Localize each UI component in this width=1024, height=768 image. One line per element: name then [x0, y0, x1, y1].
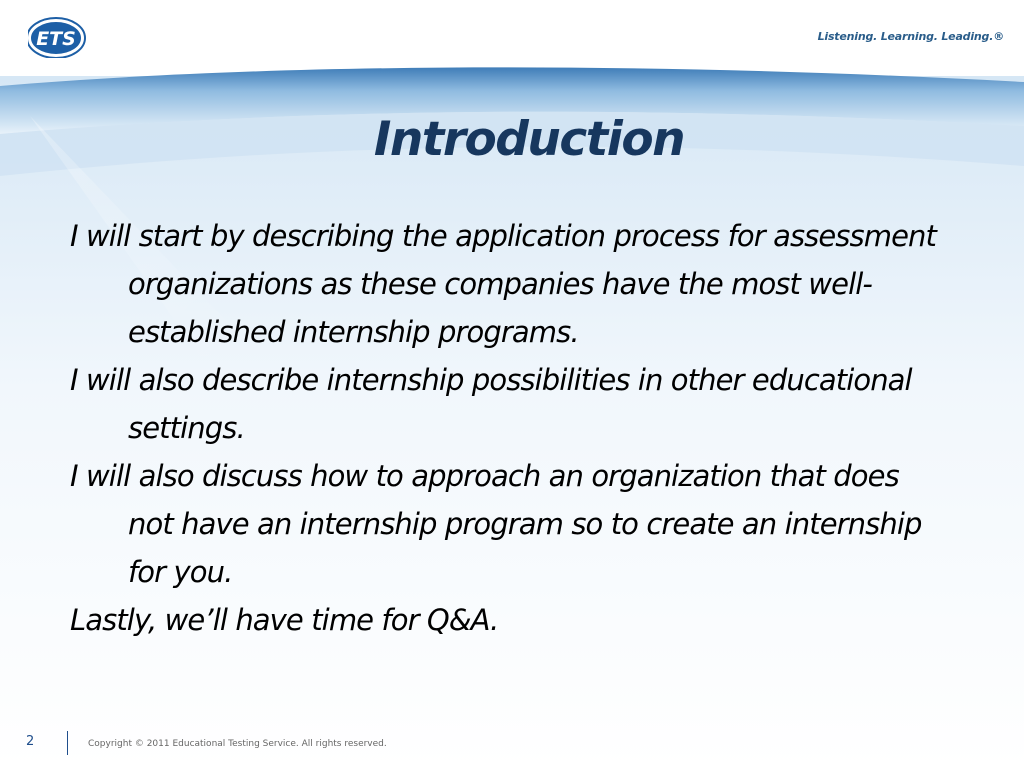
bullet-item: Lastly, we’ll have time for Q&A.	[70, 603, 499, 637]
footer-divider	[67, 731, 68, 755]
page-number: 2	[26, 734, 35, 749]
bullet-item: I will also describe internship possibilities in other educational settings.	[70, 363, 912, 445]
copyright-text: Copyright © 2011 Educational Testing Service. All rights reserved.	[88, 739, 387, 749]
ets-logo	[28, 16, 88, 58]
bullet-item: I will start by describing the application process for assessment organizations as these companies have the most well-established internship programs.	[70, 219, 936, 349]
tagline: Listening. Learning. Leading.®	[817, 30, 1004, 43]
logo-text: ETS	[36, 28, 76, 50]
slide-title: Introduction	[373, 112, 685, 167]
bullet-list	[70, 212, 940, 644]
bullet-item: I will also discuss how to approach an organization that does not have an internship program so to create an internship for you.	[70, 459, 922, 589]
